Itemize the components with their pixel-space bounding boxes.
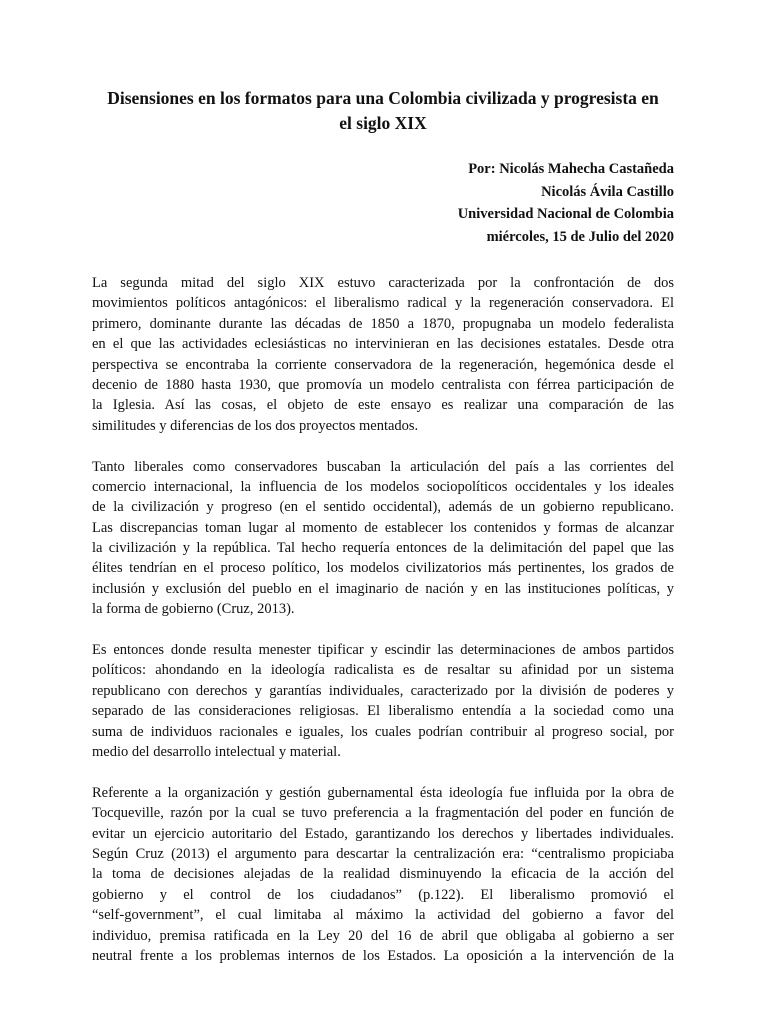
text-line: neutral frente a los problemas internos de los Estados. La oposición a la intervención de la (92, 947, 674, 964)
title-line: el siglo XIX (339, 113, 427, 133)
paragraph (92, 640, 674, 762)
text-line: Referente a la organización y gestión gubernamental ésta ideología fue influida por la obra de (92, 784, 674, 801)
text-line: medio del desarrollo intelectual y material. (92, 743, 341, 760)
text-line: decenio de 1880 hasta 1930, que promovía un modelo centralista con férrea participación de (92, 376, 674, 393)
text-line: separado de las consideraciones religiosas. El liberalismo entendía a la sociedad como una (92, 703, 674, 720)
text-line: la Iglesia. Así las cosas, el objeto de este ensayo es realizar una comparación de las (92, 397, 674, 414)
text-line: de la civilización y progreso (en el sentido occidental), además de un gobierno republicano. (92, 499, 674, 516)
text-line: inclusión y exclusión del pueblo en el imaginario de nación y en las instituciones políticas, y (92, 580, 674, 597)
author-primary: Por: Nicolás Mahecha Castañeda (468, 161, 674, 177)
text-line: Según Cruz (2013) el argumento para descartar la centralización era: “centralismo propiciaba (92, 845, 674, 862)
text-line: la forma de gobierno (Cruz, 2013). (92, 601, 295, 618)
text-line: La segunda mitad del siglo XIX estuvo caracterizada por la confrontación de dos (92, 275, 674, 291)
text-line: perspectiva se encontraba la corriente conservadora de la regeneración, hegemónica desde el (92, 356, 674, 373)
text-line: la toma de decisiones alejadas de la realidad disminuyendo la eficacia de la acción del (92, 866, 674, 883)
author-secondary: Nicolás Ávila Castillo (541, 183, 674, 200)
text-line: suma de individuos racionales e iguales, los cuales podrían contribuir al progreso social, por (92, 723, 674, 740)
author-block (92, 158, 674, 248)
text-line: Es entonces donde resulta menester tipificar y escindir las determinaciones de ambos partidos (92, 642, 674, 659)
text-line: primero, dominante durante las décadas de 1850 a 1870, propugnaba un modelo federalista (92, 315, 674, 332)
text-line: gobierno y el control de los ciudadanos” (p.122). El liberalismo promovió el (92, 886, 674, 903)
text-line: élites tendrían en el proceso político, los modelos civilizatorios más pertinentes, los grados de (92, 560, 674, 577)
text-line: evitar un ejercicio autoritario del Estado, garantizando los derechos y libertades individuales. (92, 825, 674, 842)
document-date: miércoles, 15 de Julio del 2020 (486, 228, 674, 245)
text-line: “self-government”, el cual limitaba al máximo la actividad del gobierno a favor del (92, 907, 674, 924)
text-line: individuo, premisa ratificada en la Ley 20 del 16 de abril que obligaba al gobierno a ser (92, 927, 674, 944)
text-line: Las discrepancias toman lugar al momento de establecer los contenidos y formas de alcanzar (92, 519, 674, 536)
text-line: la civilización y la república. Tal hecho requería entonces de la delimitación del papel que las (92, 540, 674, 557)
text-line: Tanto liberales como conservadores buscaban la articulación del país a las corrientes del (92, 458, 674, 475)
text-line: políticos: ahondando en la ideología radicalista es de resaltar su afinidad por un sistema (92, 662, 674, 679)
text-line: comercio internacional, la influencia de los modelos sociopolíticos occidentales y los ideales (92, 478, 674, 495)
text-line: movimientos políticos antagónicos: el liberalismo radical y la regeneración conservadora. El (92, 295, 674, 312)
paragraph (92, 783, 674, 967)
paragraph (92, 457, 674, 620)
document-page (92, 86, 674, 987)
document-title (92, 86, 674, 136)
institution: Universidad Nacional de Colombia (457, 206, 674, 222)
text-line: similitudes y diferencias de los dos proyectos mentados. (92, 417, 419, 434)
title-line: Disensiones en los formatos para una Colombia civilizada y progresista en (107, 88, 659, 108)
text-line: Tocqueville, razón por la cual se tuvo preferencia a la fragmentación del poder en función de (92, 805, 674, 822)
text-line: republicano con derechos y garantías individuales, caracterizado por la división de poderes y (92, 682, 674, 699)
text-line: en el que las actividades eclesiásticas no intervinieran en las decisiones estatales. Desde otra (92, 336, 674, 353)
paragraph (92, 273, 674, 436)
document-body (92, 273, 674, 966)
